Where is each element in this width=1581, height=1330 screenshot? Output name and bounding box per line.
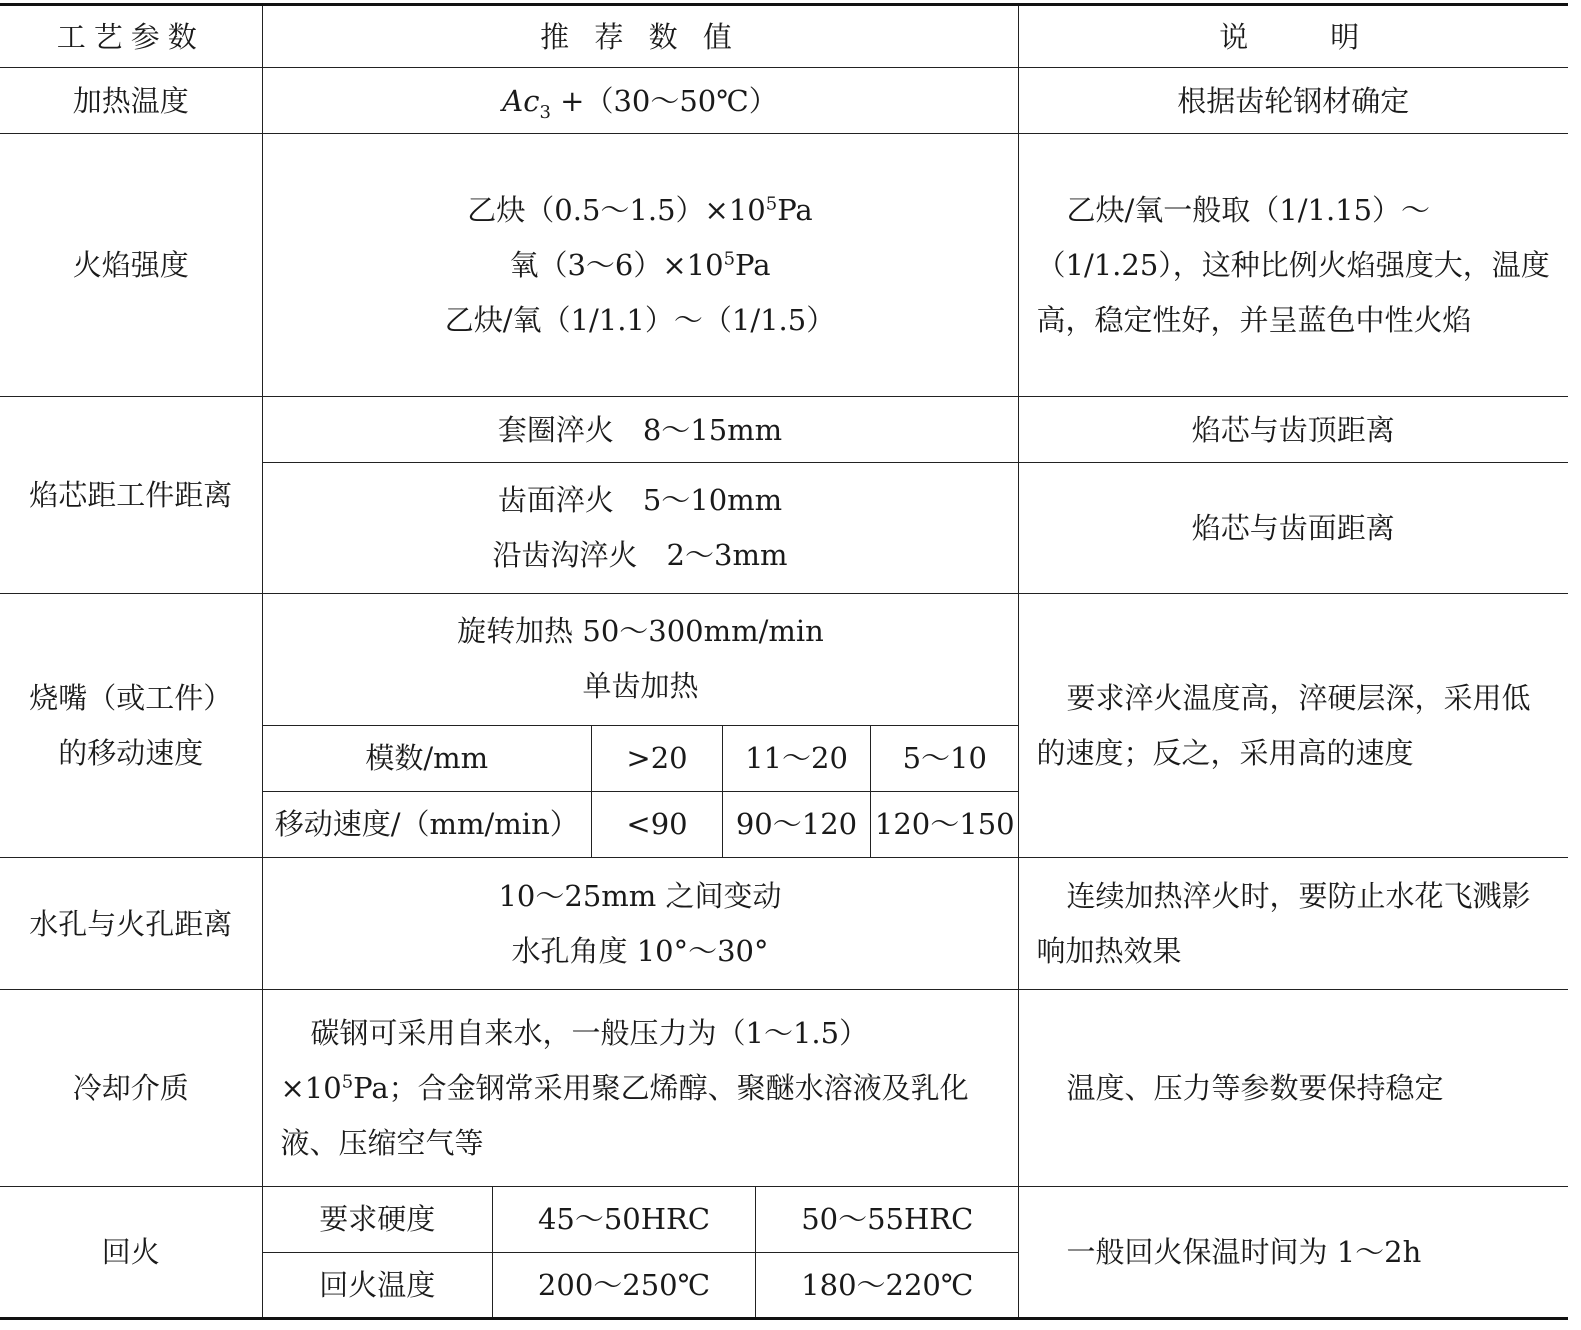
value-cooling: 碳钢可采用自来水，一般压力为$(1\sim 1.5)\times 10^5Pa$；合金钢常采用聚乙烯醇、聚醚水溶液及乳化液、压缩空气等 — [262, 990, 1018, 1187]
value-flame-intensity: 乙炔$(0.5\sim 1.5)\times 10^5Pa$ 氧$(3\sim 6)\times 10^5Pa$ 乙炔/氧（1/1.1）～（1/1.5） — [262, 134, 1018, 397]
note-flame-intensity: 乙炔/氧一般取（1/1.15）～（1/1.25），这种比例火焰强度大，温度高，稳定性好，并呈蓝色中性火焰 — [1018, 134, 1568, 397]
table-row — [0, 134, 1568, 397]
param-core-distance: 焰芯距工件距离 — [0, 397, 262, 594]
note-hole-distance: 连续加热淬火时，要防止水花飞溅影响加热效果 — [1018, 858, 1568, 990]
value-move-speed — [262, 594, 1018, 858]
temp-row: 回火温度 200～250℃ 180～220℃ — [263, 1252, 1019, 1317]
value-hole-distance: 10～25mm 之间变动 水孔角度 10°～30° — [262, 858, 1018, 990]
param-cooling: 冷却介质 — [0, 990, 262, 1187]
note-tempering: 一般回火保温时间为 1～2h — [1018, 1187, 1568, 1319]
header-note: 说 明 — [1018, 5, 1568, 68]
note-core-distance-1: 焰芯与齿顶距离 — [1018, 397, 1568, 463]
table-header-row — [0, 5, 1568, 68]
param-hole-distance: 水孔与火孔距离 — [0, 858, 262, 990]
note-heating-temp: 根据齿轮钢材确定 — [1018, 68, 1568, 134]
process-parameter-table — [0, 3, 1568, 1320]
module-row: 模数/mm >20 11～20 5～10 — [263, 725, 1019, 791]
param-move-speed: 烧嘴（或工件） 的移动速度 — [0, 594, 262, 858]
param-tempering: 回火 — [0, 1187, 262, 1319]
speed-row: 移动速度/（mm/min） <90 90～120 120～150 — [263, 791, 1019, 857]
header-param: 工艺参数 — [0, 5, 262, 68]
note-move-speed: 要求淬火温度高，淬硬层深，采用低的速度；反之，采用高的速度 — [1018, 594, 1568, 858]
param-flame-intensity: 火焰强度 — [0, 134, 262, 397]
table-row — [0, 594, 1568, 858]
table-row — [0, 397, 1568, 463]
value-tempering — [262, 1187, 1018, 1319]
value-heating-temp: $Ac_3$ +（30～50℃） — [262, 68, 1018, 134]
hardness-label: 要求硬度 — [263, 1187, 493, 1252]
note-core-distance-2: 焰芯与齿面距离 — [1018, 463, 1568, 594]
speed-label: 移动速度/（mm/min） — [263, 791, 592, 857]
table-row — [0, 858, 1568, 990]
header-value: 推 荐 数 值 — [262, 5, 1018, 68]
value-core-distance-1: 套圈淬火 8～15mm — [262, 397, 1018, 463]
hardness-row: 要求硬度 45～50HRC 50～55HRC — [263, 1187, 1019, 1252]
param-heating-temp: 加热温度 — [0, 68, 262, 134]
table-row — [0, 990, 1568, 1187]
temp-label: 回火温度 — [263, 1252, 493, 1317]
note-cooling: 温度、压力等参数要保持稳定 — [1018, 990, 1568, 1187]
move-speed-subtable: 旋转加热 50～300mm/min 单齿加热 模数/mm >20 11～20 5～10 移动速度/（mm/min） <90 90～120 120～150 — [263, 594, 1019, 857]
table-row — [0, 68, 1568, 134]
table-row — [0, 1187, 1568, 1319]
tempering-subtable — [263, 1187, 1019, 1317]
value-core-distance-2: 齿面淬火 5～10mm 沿齿沟淬火 2～3mm — [262, 463, 1018, 594]
module-label: 模数/mm — [263, 725, 592, 791]
